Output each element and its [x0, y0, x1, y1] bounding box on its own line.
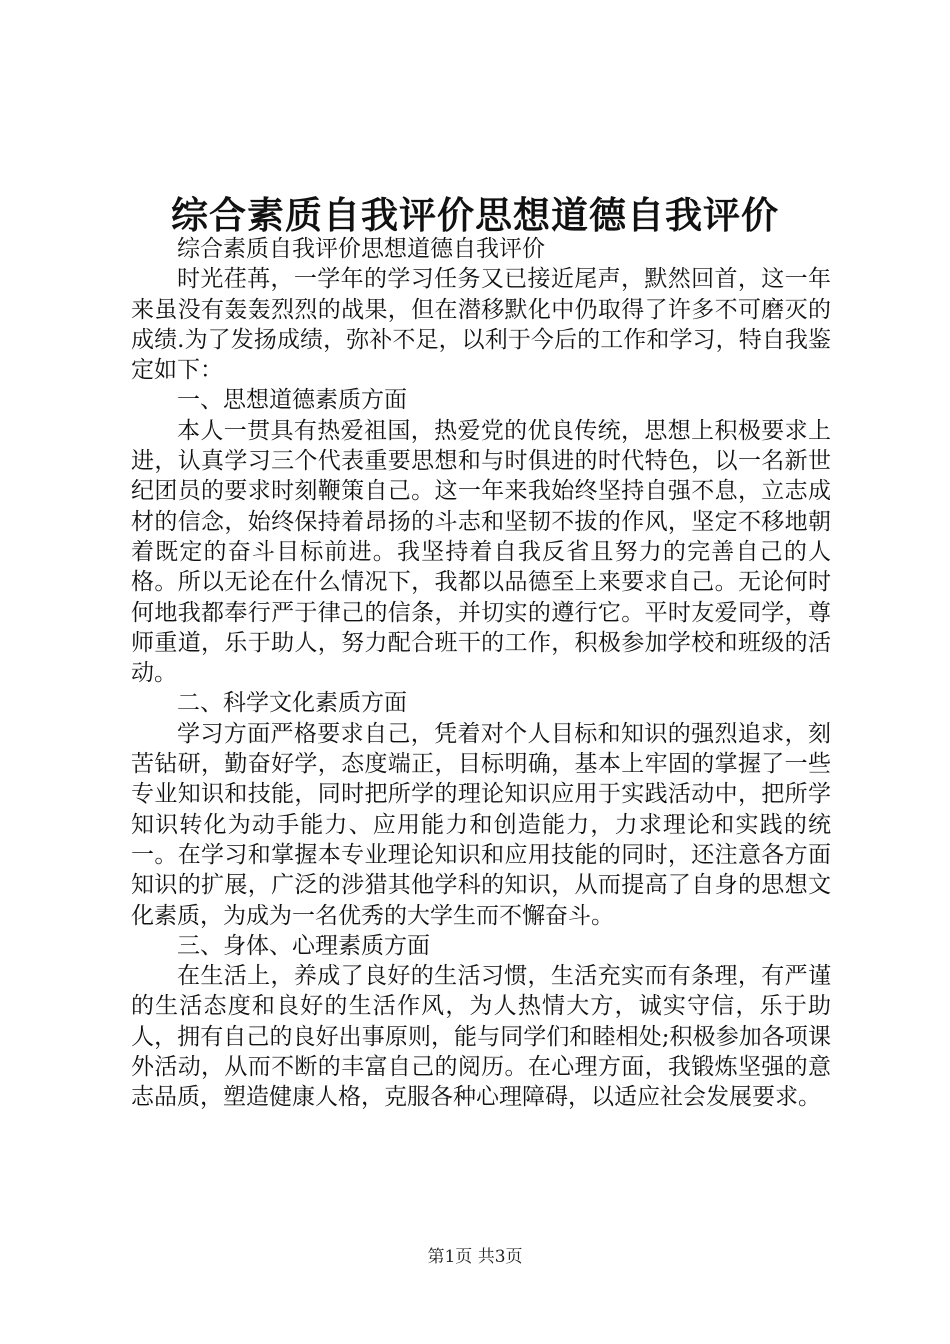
paragraph-science: 学习方面严格要求自己，凭着对个人目标和知识的强烈追求，刻苦钻研，勤奋好学，态度端正，目标明确，基本上牢固的掌握了一些专业知识和技能，同时把所学的理论知识应用于实践活动中，把所学知识转化为动手能力、应用能力和创造能力，力求理论和实践的统一。在学习和掌握本专业理论知识和应用技能的同时，还注意各方面知识的扩展，广泛的涉猎其他学科的知识，从而提高了自身的思想文化素质，为成为一名优秀的大学生而不懈奋斗。	[131, 720, 831, 929]
paragraph-subtitle: 综合素质自我评价思想道德自我评价	[177, 236, 545, 262]
document-body	[131, 234, 831, 1113]
paragraph-physical: 在生活上，养成了良好的生活习惯，生活充实而有条理，有严谨的生活态度和良好的生活作风，为人热情大方，诚实守信，乐于助人，拥有自己的良好出事原则，能与同学们和睦相处;积极参加各项课外活动，从而不断的丰富自己的阅历。在心理方面，我锻炼坚强的意志品质，塑造健康人格，克服各种心理障碍，以适应社会发展要求。	[131, 963, 831, 1111]
paragraph-intro: 时光荏苒，一学年的学习任务又已接近尾声，默然回首，这一年来虽没有轰轰烈烈的战果，但在潜移默化中仍取得了许多不可磨灭的成绩.为了发扬成绩，弥补不足，以利于今后的工作和学习，特自我鉴定如下：	[131, 266, 831, 384]
section-heading-science: 二、科学文化素质方面	[177, 690, 407, 717]
page-footer: 第1页 共3页	[427, 1247, 523, 1267]
document-title: 综合素质自我评价思想道德自我评价	[171, 194, 779, 237]
paragraph-moral: 本人一贯具有热爱祖国，热爱党的优良传统，思想上积极要求上进，认真学习三个代表重要思想和与时俱进的时代特色，以一名新世纪团员的要求时刻鞭策自己。这一年来我始终坚持自强不息，立志成材的信念，始终保持着昂扬的斗志和坚韧不拔的作风，坚定不移地朝着既定的奋斗目标前进。我坚持着自我反省且努力的完善自己的人格。所以无论在什么情况下，我都以品德至上来要求自己。无论何时何地我都奉行严于律己的信条，并切实的遵行它。平时友爱同学，尊师重道，乐于助人，努力配合班干的工作，积极参加学校和班级的活动。	[131, 417, 831, 687]
section-heading-physical: 三、身体、心理素质方面	[177, 932, 430, 959]
section-heading-moral: 一、思想道德素质方面	[177, 387, 407, 414]
